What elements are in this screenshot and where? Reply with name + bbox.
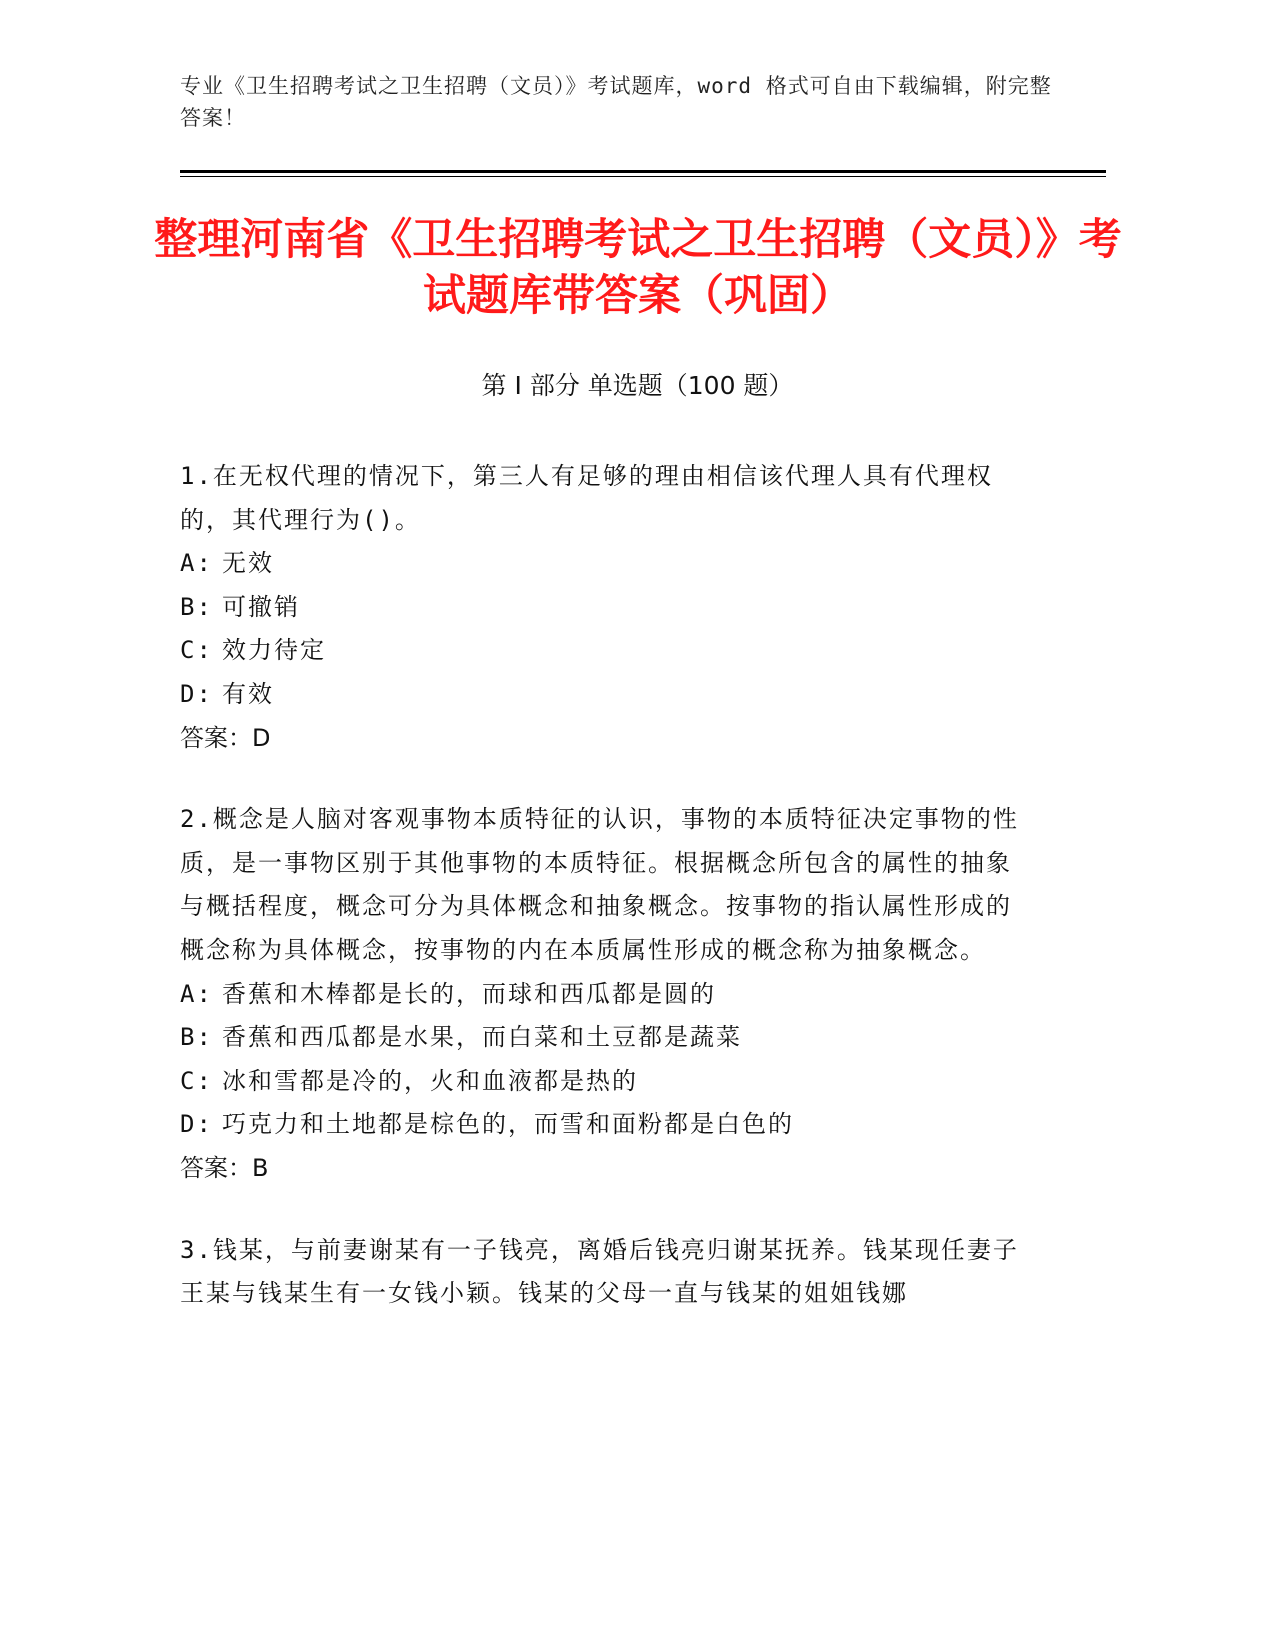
document-title: 整理河南省《卫生招聘考试之卫生招聘（文员）》考试题库带答案（巩固） [154,215,1122,321]
question-item [180,455,1025,760]
question-option [180,1016,1025,1060]
option-letter: B: [180,592,213,621]
question-option [180,673,1025,717]
question-list [180,455,1025,1354]
option-letter: D: [180,679,213,708]
question-stem: 3.钱某，与前妻谢某有一子钱亮，离婚后钱亮归谢某抚养。钱某现任妻子王某与钱某生有一女钱小颖。钱某的父母一直与钱某的姐姐钱娜 [180,1235,1019,1308]
option-text: 可撤销 [222,592,300,621]
question-answer: 答案：D [180,723,271,752]
option-letter: A: [180,549,213,578]
option-text: 香蕉和木棒都是长的，而球和西瓜都是圆的 [222,979,716,1008]
option-text: 无效 [222,549,274,578]
option-letter: A: [180,979,213,1008]
option-text: 香蕉和西瓜都是水果，而白菜和土豆都是蔬菜 [222,1023,742,1052]
option-letter: C: [180,636,213,665]
question-option [180,542,1025,586]
header-note: 专业《卫生招聘考试之卫生招聘（文员）》考试题库，word 格式可自由下载编辑，附完整答案！ [180,74,1052,130]
option-text: 有效 [222,679,274,708]
option-letter: D: [180,1110,213,1139]
question-option [180,629,1025,673]
question-stem: 2.概念是人脑对客观事物本质特征的认识，事物的本质特征决定事物的性质，是一事物区别于其他事物的本质特征。根据概念所包含的属性的抽象与概括程度，概念可分为具体概念和抽象概念。按事物的指认属性形成的概念称为具体概念，按事物的内在本质属性形成的概念称为抽象概念。 [180,805,1019,964]
option-text: 巧克力和土地都是棕色的，而雪和面粉都是白色的 [222,1110,794,1139]
question-answer: 答案：B [180,1153,269,1182]
option-text: 效力待定 [222,636,326,665]
question-item [180,798,1025,1190]
option-text: 冰和雪都是冷的，火和血液都是热的 [222,1066,638,1095]
option-letter: B: [180,1023,213,1052]
header-divider-thick [180,170,1106,173]
question-option [180,586,1025,630]
header-divider-thin [180,176,1106,177]
question-option [180,1060,1025,1104]
option-letter: C: [180,1066,213,1095]
question-option [180,1103,1025,1147]
question-item [180,1229,1025,1316]
question-option [180,973,1025,1017]
question-stem: 1.在无权代理的情况下，第三人有足够的理由相信该代理人具有代理权的，其代理行为()。 [180,462,993,534]
section-heading: 第 I 部分 单选题（100 题） [481,371,794,400]
